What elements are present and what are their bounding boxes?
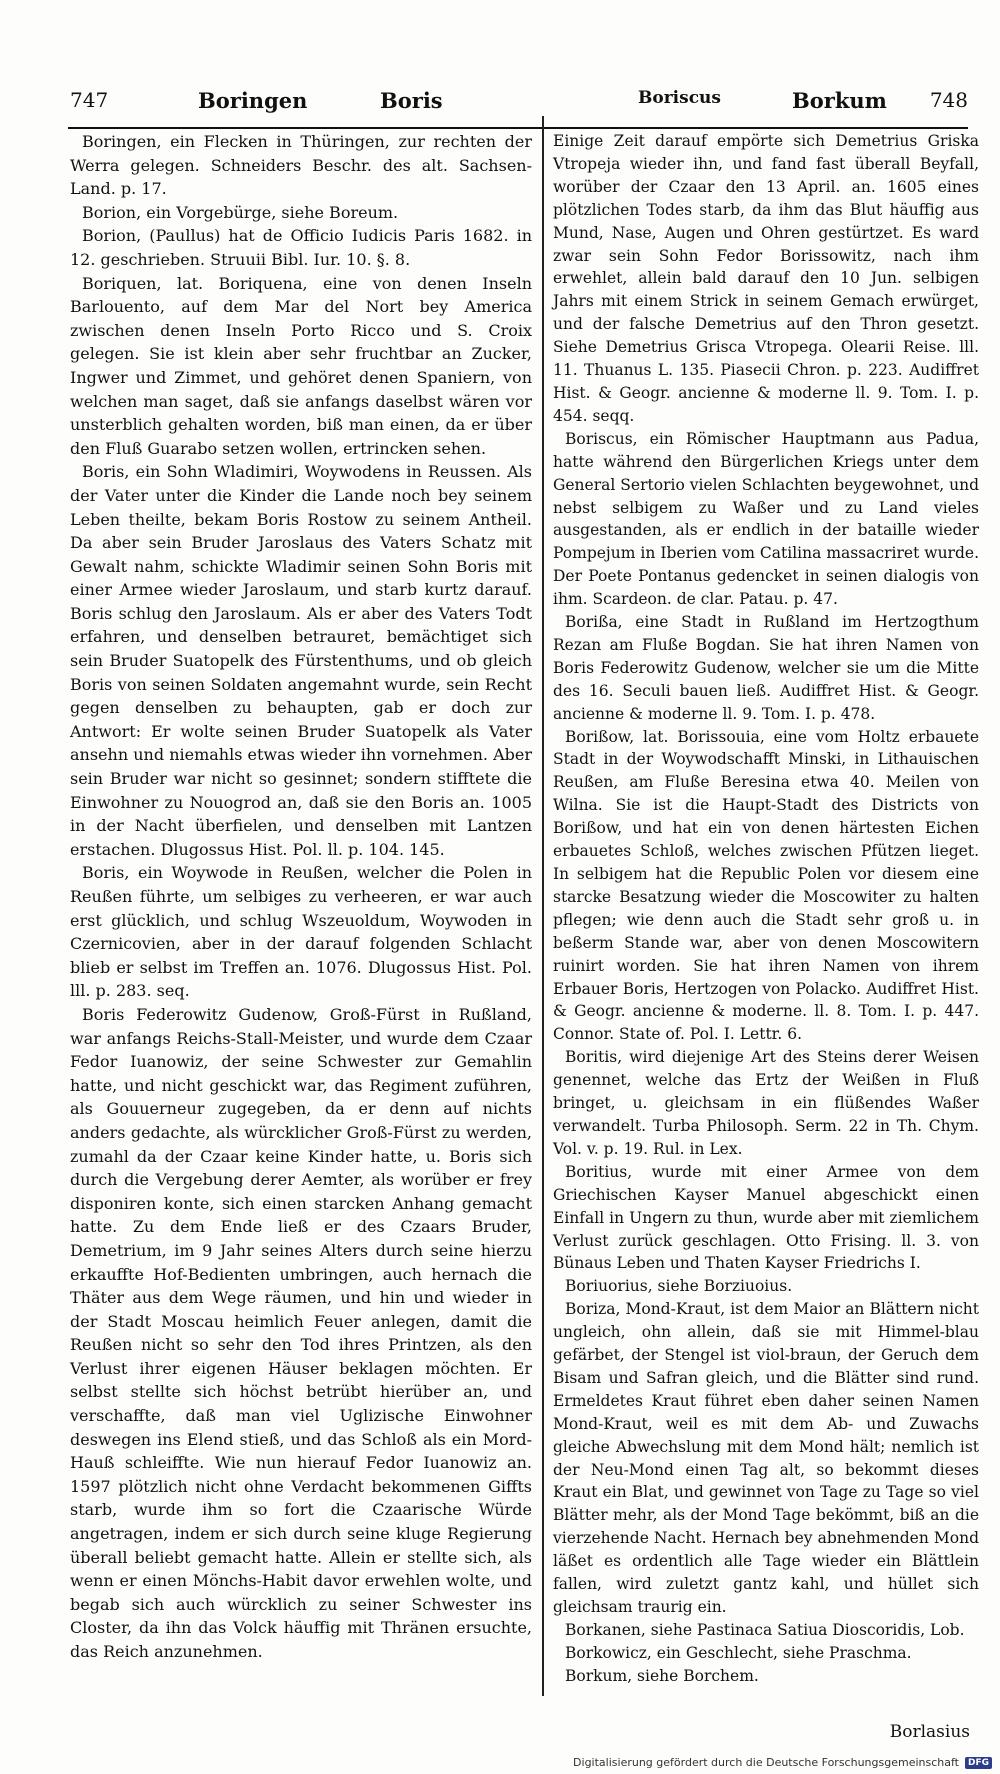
header-keyword-4: Borkum xyxy=(792,88,887,113)
page-number-left: 747 xyxy=(70,88,109,112)
entry-boriquen: Boriquen, lat. Boriquena, eine von denen Inseln Barlouento, auf dem Mar del Nort bey America zwischen denen Inseln Porto Ricco und S. Croix gelegen. Sie ist klein aber sehr fruchtbar an Zucker, Ingwer und Zimmet, und gehöret denen Spaniern, von welchen man saget, daß sie anfangs daselbst wären vor unsterblich gehalten worden, biß man einen, da er über den Fluß Guarabo setzen wollen, ertrincken sehen. xyxy=(70,273,532,458)
entry-borkowicz: Borkowicz, ein Geschlecht, siehe Praschma. xyxy=(565,1643,912,1662)
header-keyword-1: Boringen xyxy=(198,88,308,113)
entry-boringen: Boringen, ein Flecken in Thüringen, zur rechten der Werra gelegen. Schneiders Beschr. des alt. Sachsen-Land. p. 17. xyxy=(70,132,532,199)
entry-boris-woywode: Boris, ein Woywode in Reußen, welcher die Polen in Reußen führte, um selbiges zu verheeren, er war auch erst glücklich, und schlug Wszeuoldum, Woywoden in Czernicovien, aber in der darauf folgenden Schlacht blieb er selbst im Treffen an. 1076. Dlugossus Hist. Pol. lll. p. 283. seq. xyxy=(70,863,532,1001)
left-column xyxy=(70,130,532,1664)
right-column xyxy=(553,130,979,1688)
entry-borkanen: Borkanen, siehe Pastinaca Satiua Dioscoridis, Lob. xyxy=(565,1620,965,1639)
entry-boriza: Boriza, Mond-Kraut, ist dem Maior an Blättern nicht ungleich, ohn allein, daß sie mit Himmel-blau gefärbet, der Stengel ist viol-braun, der Geruch dem Bisam und Safran gleich, und die Blätter sind rund. Ermeldetes Kraut führet eben daher seinen Namen Mond-Kraut, weil es mit dem Ab- und Zuwachs gleiche Abwechslung mit dem Mond hält; nemlich ist der Neu-Mond einen Tag alt, so bekommt dieses Kraut ein Blat, und gewinnet von Tage zu Tage so viel Blätter mehr, als der Mond Tage bekömmt, biß an die vierzehende Nacht. Hernach bey abnehmenden Mond läßet es ordentlich alle Tage wieder ein Blättlein fallen, wird zuletzt gantz kahl, und hüllet sich gleichsam traurig ein. xyxy=(553,1300,979,1616)
entry-borion-paullus: Borion, (Paullus) hat de Officio Iudicis Paris 1682. in 12. geschrieben. Struuii Bibl. Iur. 10. §. 8. xyxy=(70,226,532,269)
column-divider xyxy=(542,116,544,1696)
entry-boritius: Boritius, wurde mit einer Armee von dem Griechischen Kayser Manuel abgeschickt einen Einfall in Ungern zu thun, wurde aber mit ziemlichem Verlust zurück geschlagen. Otto Frising. ll. 3. von Bünaus Leben und Thaten Kayser Friedrichs I. xyxy=(553,1162,979,1273)
header-keyword-3: Boriscus xyxy=(638,88,721,108)
page-header xyxy=(70,88,968,124)
entry-boris-gudenow-continued: Einige Zeit darauf empörte sich Demetrius Griska Vtropeja wieder ihn, und fand fast überall Beyfall, worüber der Czaar den 13 April. an. 1605 eines plötzlichen Todes starb, da ihm das Blut häuffig aus Mund, Nase, Augen und Ohren gestürtzet. Es ward zwar sein Sohn Fedor Borissowitz, nach ihm erwehlet, allein bald darauf den 10 Jun. selbigen Jahrs mit einem Strick in seinem Gemach erwürget, und der falsche Demetrius auf den Thron gesetzt. Siehe Demetrius Grisca Vtropega. Olearii Reise. lll. 11. Thuanus L. 135. Piasecii Chron. p. 223. Audiffret Hist. & Geogr. ancienne & moderne ll. 9. Tom. I. p. 454. seqq. xyxy=(553,132,979,425)
digitization-footer xyxy=(573,1756,992,1769)
entry-boriuorius: Boriuorius, siehe Borziuoius. xyxy=(565,1277,793,1296)
entry-borion-promontory: Borion, ein Vorgebürge, siehe Boreum. xyxy=(82,202,399,222)
entry-boris-gudenow: Boris Federowitz Gudenow, Groß-Fürst in Rußland, war anfangs Reichs-Stall-Meister, und wurde dem Czaar Fedor Iuanowiz, der seine Schwester zur Gemahlin hatte, und nicht geschickt war, das Regiment zuführen, als Gouuerneur zugegeben, da er denn auf nichts anders gedachte, als würcklicher Groß-Fürst zu werden, zumahl da der Czaar keine Kinder hatte, u. Boris sich durch die Vergebung derer Aemter, als worüber er frey disponiren konte, sich einen starcken Anhang gemacht hatte. Zu dem Ende ließ er des Czaars Bruder, Demetrium, im 9 Jahr seines Alters durch seine hierzu erkauffte Hof-Bedienten umbringen, auch hernach die Thäter aus dem Wege räumen, und hin und wieder in der Stadt Moscau heimlich Feuer anlegen, damit die Reußen nicht so sehr den Tod ihres Printzen, als den Verlust ihrer eigenen Häuser beklagen möchten. Er selbst stellte sich höchst betrübt hierüber an, und verschaffte, daß man viel Uglizische Einwohner deswegen ins Elend stieß, und das Schloß als ein Mord-Hauß schleiffte. Wie nun hierauf Fedor Iuanowiz an. 1597 plötzlich nicht ohne Verdacht bekommenen Giffts starb, wurde ihm so fort die Czaarische Würde angetragen, indem er sich durch seine kluge Regierung überall beliebt gemacht hatte. Allein er stellte sich, als wenn er einen Mönchs-Habit davor erwehlen wolte, und begab sich auch würcklich zu seiner Schwester ins Closter, da ihn das Volck häuffig mit Thränen ersuchte, das Reich anzunehmen. xyxy=(70,1004,532,1661)
dfg-logo-icon: DFG xyxy=(965,1757,992,1769)
entry-boriscus: Boriscus, ein Römischer Hauptmann aus Padua, hatte während den Bürgerlichen Kriegs unter dem General Sertorio vielen Schlachten beygewohnet, und nebst selbigem zu Waßer und zu Land vieles ausgestanden, als er endlich in der bataille wieder Pompejum in Iberien vom Catilina massacriret wurde. Der Poete Pontanus gedencket in seinen dialogis von ihm. Scardeon. de clar. Patau. p. 47. xyxy=(553,429,979,609)
page-number-right: 748 xyxy=(929,88,968,112)
entry-boris-son-of-wladimir: Boris, ein Sohn Wladimiri, Woywodens in Reussen. Als der Vater unter die Kinder die Lande noch bey seinem Leben theilte, bekam Boris Rostow zu seinem Antheil. Da aber sein Bruder Jaroslaus des Vaters Schatz mit Gewalt nahm, schickte Wladimir seinen Sohn Boris mit einer Armee wieder Jaroslaum, und starb kurtz darauf. Boris schlug den Jaroslaum. Als er aber des Vaters Todt erfahren, und denselben betrauret, bemächtiget sich sein Bruder Suatopelk des Fürstenthums, und ob gleich Boris von seinen Soldaten angemahnt wurde, sein Recht gegen denselben zu behaupten, gab er doch zur Antwort: Er wolte seinen Bruder Suatopelk als Vater ansehn und niemahls etwas wieder ihn vornehmen. Aber sein Bruder war nicht so gesinnet; sondern stifftete die Einwohner zu Nouogrod an, daß sie den Boris an. 1005 in der Nacht überfielen, und denselben mit Lantzen erstachen. Dlugossus Hist. Pol. ll. p. 104. 145. xyxy=(70,462,532,859)
entry-borissow: Borißow, lat. Borissouia, eine vom Holtz erbauete Stadt in der Woywodschafft Minski, in Lithauischen Reußen, am Fluße Beresina etwa 40. Meilen von Wilna. Sie ist die Haupt-Stadt des Districts von Borißow, und hat ein von denen härtesten Eichen erbauetes Schloß, welches zwischen Pfützen lieget. In selbigem hat die Republic Polen vor diesem eine starcke Besatzung wieder die Moscowiter zu halten pflegen; wie denn auch die Stadt sehr groß u. in beßerm Stande war, aber von denen Moscowitern ruinirt worden. Sie hat ihren Namen von ihrem Erbauer Boris, Hertzogen von Polacko. Audiffret Hist. & Geogr. ancienne & moderne. ll. 8. Tom. I. p. 447. Connor. State of. Pol. I. Lettr. 6. xyxy=(553,727,979,1044)
catchword: Borlasius xyxy=(889,1722,970,1742)
header-keyword-2: Boris xyxy=(380,88,443,113)
entry-borissa: Borißa, eine Stadt in Rußland im Hertzogthum Rezan am Fluße Bogdan. Sie hat ihren Namen von Boris Federowitz Gudenow, welcher sie um die Mitte des 16. Seculi bauen ließ. Audiffret Hist. & Geogr. ancienne & moderne ll. 9. Tom. I. p. 478. xyxy=(553,613,979,723)
entry-boritis: Boritis, wird diejenige Art des Steins derer Weisen genennet, welche das Ertz der Weißen in Fluß bringet, u. gleichsam in ein flüßendes Waßer verwandelt. Turba Philosoph. Serm. 22 in Th. Chym. Vol. v. p. 19. Rul. in Lex. xyxy=(553,1048,979,1158)
header-rule xyxy=(68,127,968,129)
entry-borkum: Borkum, siehe Borchem. xyxy=(565,1666,759,1685)
footer-text: Digitalisierung gefördert durch die Deutsche Forschungsgemeinschaft xyxy=(573,1756,959,1769)
